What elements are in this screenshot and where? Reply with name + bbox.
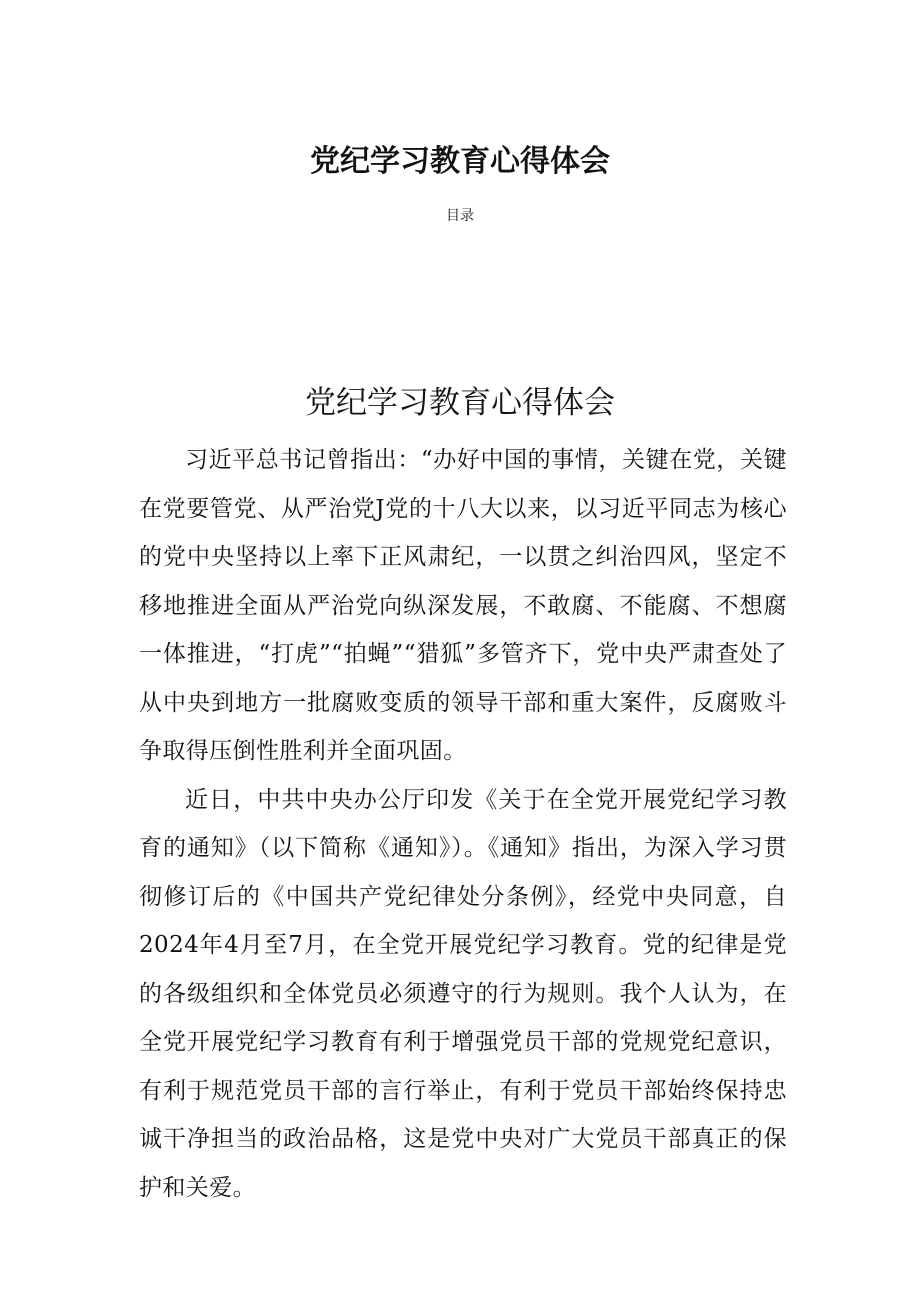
body-paragraph-2: 近日，中共中央办公厅印发《关于在全党开展党纪学习教育的通知》（以下简称《通知》）。《通知》指出，为深入学习贯彻修订后的《中国共产党纪律处分条例》，经党中央同意，自2024年4月至7月，在全党开展党纪学习教育。党的纪律是党的各级组织和全体党员必须遵守的行为规则。我个人认为，在全党开展党纪学习教育有利于增强党员干部的党规党纪意识，有利于规范党员干部的言行举止，有利于党员干部始终保持忠诚干净担当的政治品格，这是党中央对广大党员干部真正的保护和关爱。: [139, 786, 787, 1201]
document-title: 党纪学习教育心得体会: [305, 385, 615, 421]
body-paragraph-1: 习近平总书记曾指出：“办好中国的事情，关键在党，关键在党要管党、从严治党J党的十八大以来，以习近平同志为核心的党中央坚持以上率下正风肃纪，一以贯之纠治四风，坚定不移地推进全面从严治党向纵深发展，不敢腐、不能腐、不想腐一体推进，“打虎”“拍蝇”“猎狐”多管齐下，党中央严肃查处了从中央到地方一批腐败变质的领导干部和重大案件，反腐败斗争取得压倒性胜利并全面巩固。: [139, 447, 787, 764]
table-of-contents-label: 目录: [446, 208, 474, 224]
cover-title: 党纪学习教育心得体会: [310, 144, 610, 179]
document-body: [139, 436, 787, 1212]
